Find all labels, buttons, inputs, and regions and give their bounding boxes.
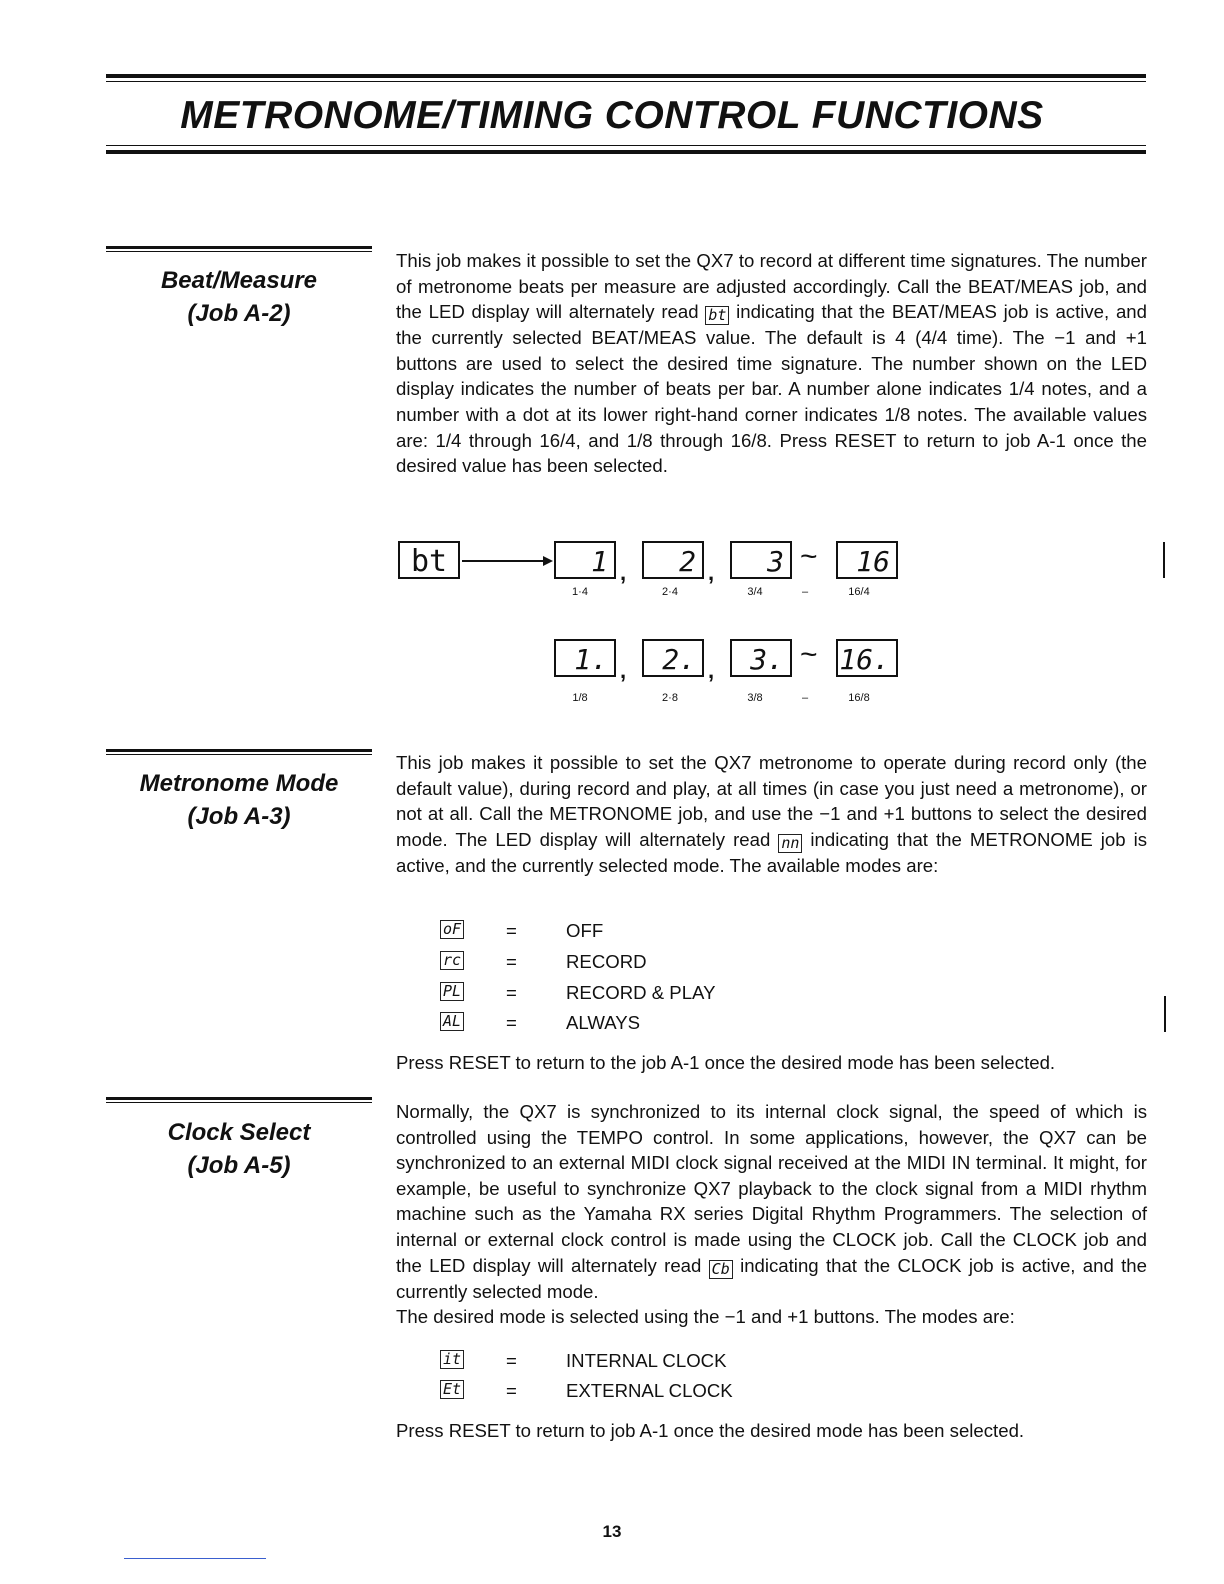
caption-dash: – [801, 586, 809, 598]
text: This job makes it possible to set the QX7 metronome to operate during record only (the default value), during record and play, at all times (in case you just need a metronome), or not at all. Call the METRONOME job, and use the −1 and +1 buttons to select the desired mode. The LED display will alternately read [396, 752, 1147, 850]
arrow-line [462, 560, 544, 562]
paragraph: Press RESET to return to the job A-1 once the desired mode has been selected. [396, 1052, 1056, 1073]
caption-1-8: 1/8 [572, 692, 588, 704]
lcd-16-8: 16. [836, 639, 898, 677]
lcd-2-8: 2. [642, 639, 704, 677]
equals: = [506, 1380, 517, 1401]
paragraph [396, 248, 1147, 479]
lcd-1-4: 1 [554, 541, 616, 579]
caption-dash: – [801, 692, 809, 704]
equals: = [506, 982, 517, 1003]
text: indicating that the CLOCK job is active, and the currently selected mode. [396, 1254, 1147, 1302]
lcd-16-4: 16 [836, 541, 898, 579]
comma: , [708, 560, 715, 585]
comma: , [620, 658, 627, 683]
mode-label: INTERNAL CLOCK [566, 1350, 727, 1371]
section-rule-beat [106, 246, 372, 252]
tilde: ~ [800, 540, 818, 573]
section-body-metronome [396, 750, 1147, 878]
text: Normally, the QX7 is synchronized to its internal clock signal, the speed of which is controlled using the TEMPO control. In some applications, however, the QX7 can be synchronized to an external MIDI clock signal received at the MIDI IN terminal. It might, for example, be useful to synchronize QX7 playback to the clock signal from a MIDI rhythm machine such as the Yamaha RX series Digital Rhythm Programmers. The selection of internal or external clock control is made using the CLOCK job. Call the CLOCK job and the LED display will alternately read [396, 1101, 1147, 1276]
comma: , [708, 658, 715, 683]
paragraph: The desired mode is selected using the −1 and +1 buttons. The modes are: [396, 1306, 1015, 1328]
section-rule-clock [106, 1097, 372, 1103]
header-rule-top [106, 74, 1146, 78]
lcd-display-icon: bt [705, 306, 729, 325]
lcd-display-icon: rc [440, 951, 464, 970]
equals: = [506, 1350, 517, 1371]
caption-16-8: 16/8 [848, 692, 870, 704]
lcd-display-icon: Et [440, 1380, 464, 1399]
page-title: METRONOME/TIMING CONTROL FUNCTIONS [180, 94, 1044, 137]
section-job: (Job A-3) [187, 803, 291, 830]
section-job: (Job A-5) [187, 1152, 291, 1179]
arrow-head-icon [543, 556, 553, 566]
lcd-2-4: 2 [642, 541, 704, 579]
section-body-clock [396, 1099, 1147, 1330]
section-body-beat [396, 248, 1147, 479]
lcd-display-icon: PL [440, 982, 464, 1001]
margin-mark [1163, 542, 1165, 578]
mode-label: EXTERNAL CLOCK [566, 1380, 733, 1401]
paragraph [396, 1099, 1147, 1304]
lcd-display-icon: it [440, 1350, 464, 1369]
section-footer-clock [396, 1418, 1147, 1444]
header-rule-bottom-thin [106, 145, 1146, 146]
section-heading: Beat/Measure [160, 267, 318, 294]
caption-3-8: 3/8 [747, 692, 763, 704]
text: indicating that the METRONOME job is active, and the currently selected mode. The available modes are: [396, 828, 1148, 876]
section-title-clock [106, 1116, 372, 1182]
section-heading: Clock Select [167, 1119, 311, 1146]
caption-16-4: 16/4 [848, 586, 870, 598]
section-rule-metronome [106, 749, 372, 755]
text: indicating that the BEAT/MEAS job is active, and the currently selected BEAT/MEAS value. The default is 4 (4/4 time). The −1 and +1 buttons are used to select the desired time signature. The number shown on the LED display indicates the number of beats per bar. A number alone indicates 1/4 notes, and a number with a dot at its lower right-hand corner indicates 1/8 notes. The available values are: 1/4 through 16/4, and 1/8 through 16/8. Press RESET to return to job A-1 once the desired value has been selected. [396, 301, 1147, 477]
lcd-display-icon: Cb [709, 1260, 733, 1279]
paragraph: Press RESET to return to job A-1 once the desired mode has been selected. [396, 1420, 1025, 1441]
lcd-3-4: 3 [730, 541, 792, 579]
mode-label: ALWAYS [566, 1012, 641, 1033]
lcd-bt-start: bt [398, 541, 460, 579]
mode-label: RECORD [566, 951, 647, 972]
equals: = [506, 1012, 517, 1033]
section-title-beat [106, 264, 372, 330]
caption-1-4: 1·4 [572, 586, 588, 598]
caption-2-8: 2·8 [662, 692, 678, 704]
lcd-display-icon: AL [440, 1012, 464, 1031]
header-rule-top-thin [106, 81, 1146, 82]
mode-label: OFF [566, 920, 604, 941]
section-title-metronome [106, 767, 372, 833]
header-rule-bottom [106, 150, 1146, 154]
caption-3-4: 3/4 [747, 586, 763, 598]
lcd-display-icon: nn [778, 834, 802, 853]
footer-line [124, 1558, 266, 1559]
equals: = [506, 920, 517, 941]
text: This job makes it possible to set the QX7 to record at different time signatures. The number of metronome beats per measure are adjusted accordingly. Call the BEAT/MEAS job, and the LED display will alternately read [396, 250, 1147, 323]
margin-mark [1164, 996, 1166, 1032]
equals: = [506, 951, 517, 972]
section-heading: Metronome Mode [139, 770, 339, 797]
section-footer-metronome [396, 1050, 1147, 1076]
lcd-3-8: 3. [730, 639, 792, 677]
comma: , [620, 560, 627, 585]
section-job: (Job A-2) [187, 300, 291, 327]
lcd-1-8: 1. [554, 639, 616, 677]
caption-2-4: 2·4 [662, 586, 678, 598]
page-number: 13 [602, 1522, 622, 1541]
mode-label: RECORD & PLAY [566, 982, 716, 1003]
paragraph [396, 750, 1147, 878]
lcd-display-icon: oF [440, 920, 464, 939]
tilde: ~ [800, 638, 818, 671]
